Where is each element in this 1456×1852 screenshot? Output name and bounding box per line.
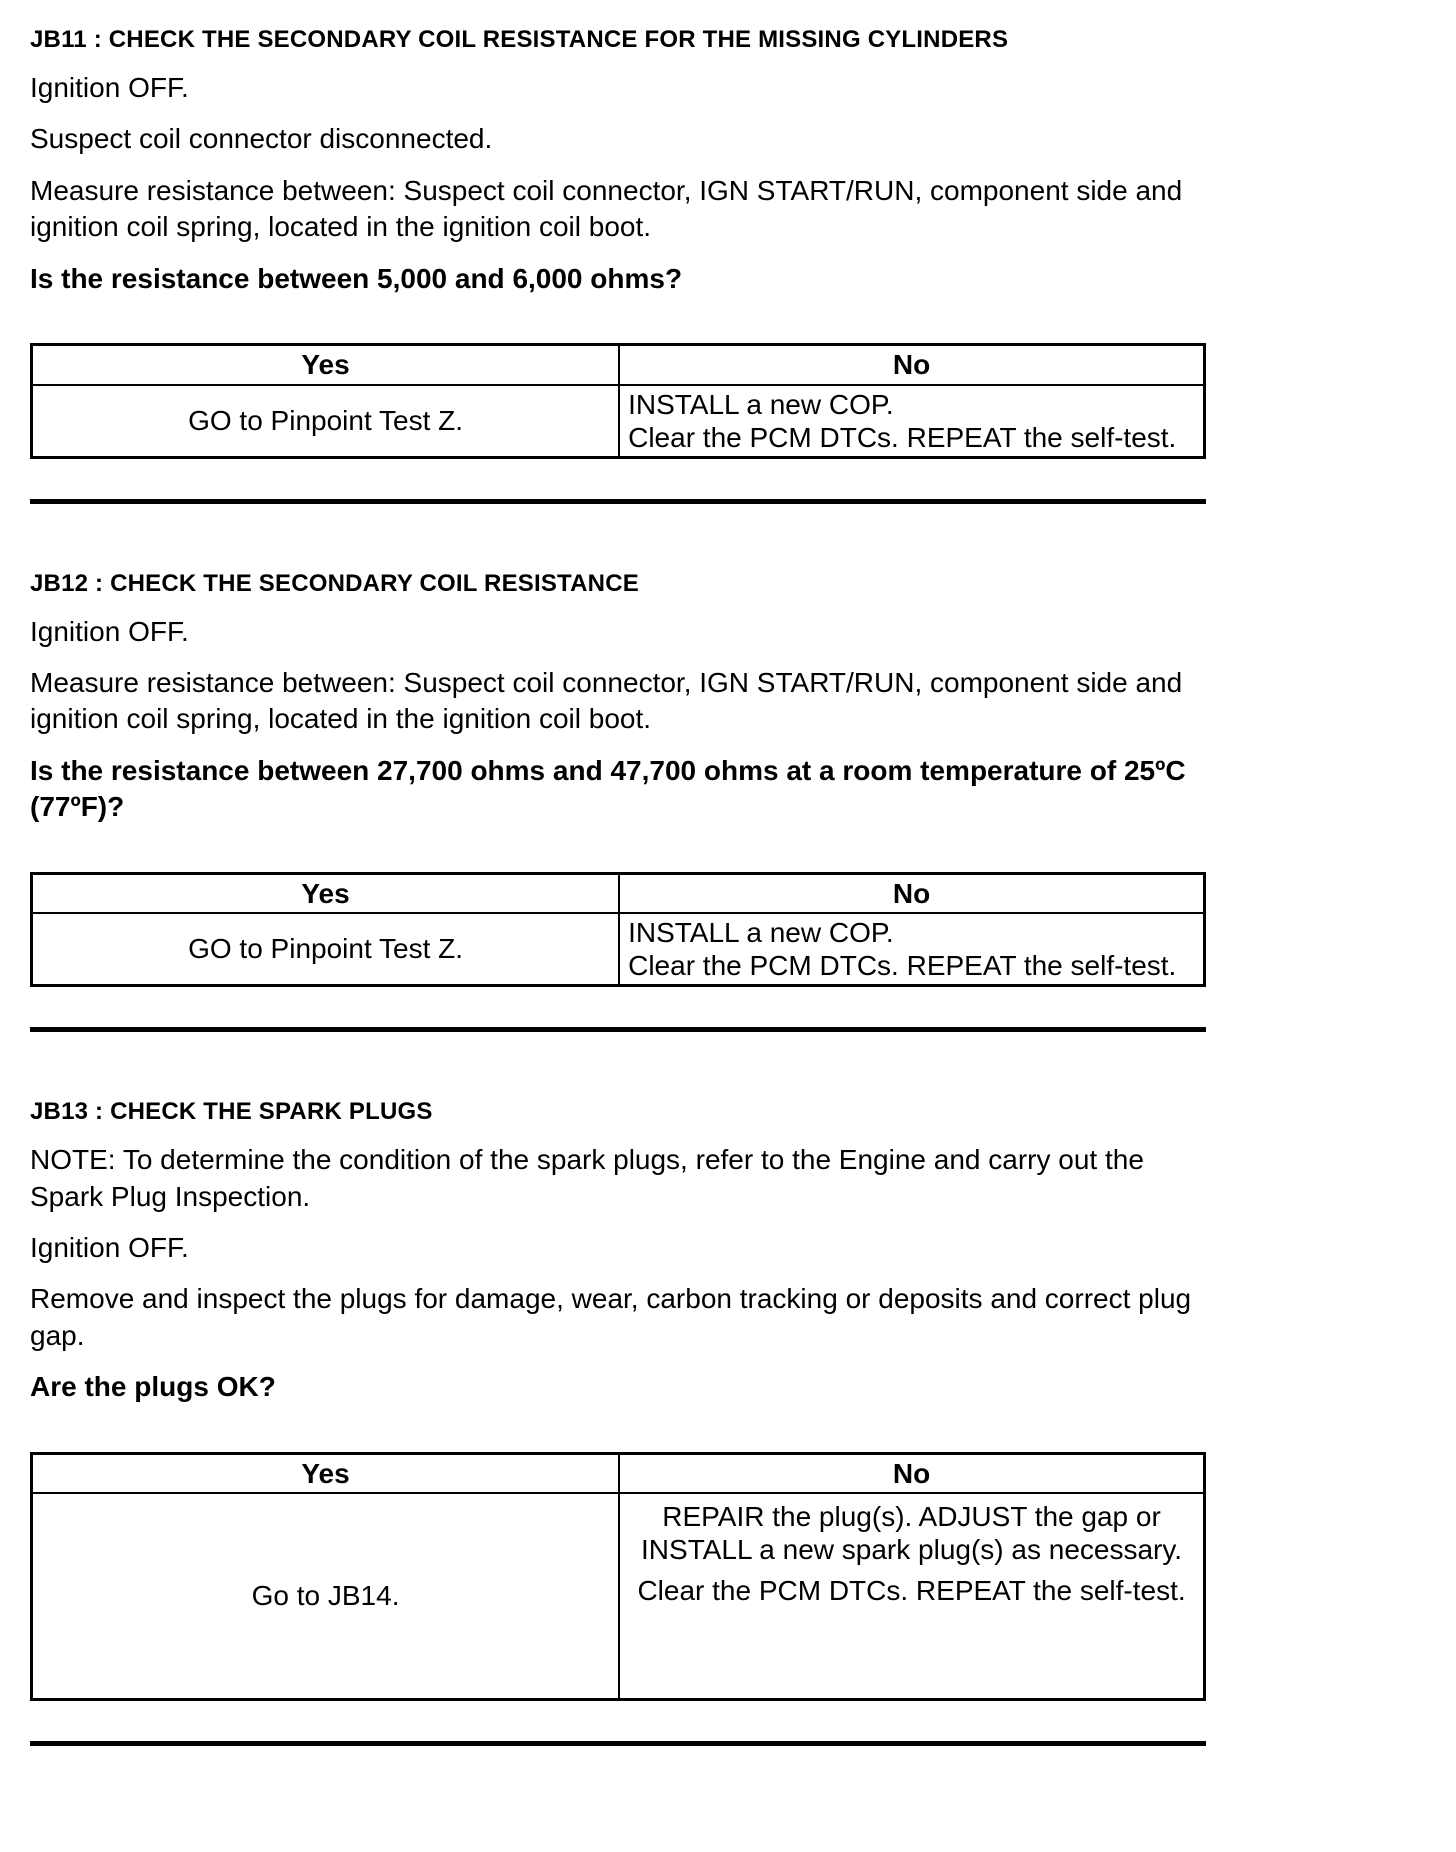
section-heading: JB13 : CHECK THE SPARK PLUGS	[30, 1098, 433, 1126]
document-content	[30, 26, 1206, 1746]
procedure-step: Suspect coil connector disconnected.	[30, 123, 493, 155]
yes-action: GO to Pinpoint Test Z.	[32, 385, 620, 458]
no-column-header: No	[619, 1453, 1204, 1493]
test-question: Is the resistance between 5,000 and 6,000 ohms?	[30, 262, 683, 294]
yes-column-header: Yes	[32, 1453, 620, 1493]
procedure-step: Ignition OFF.	[30, 1232, 189, 1263]
no-column-header: No	[619, 873, 1204, 913]
yes-action: Go to JB14.	[32, 1493, 620, 1700]
no-action-line: INSTALL a new COP.	[628, 388, 894, 420]
no-action-line: INSTALL a new COP.	[628, 917, 894, 949]
section-divider	[30, 1741, 1206, 1746]
section-jb13	[30, 1098, 1206, 1746]
no-action	[619, 385, 1204, 458]
section-divider	[30, 499, 1206, 504]
no-action	[619, 913, 1204, 986]
section-heading: JB11 : CHECK THE SECONDARY COIL RESISTANCE FOR THE MISSING CYLINDERS	[30, 26, 1009, 53]
decision-table	[30, 872, 1206, 988]
section-jb12	[30, 570, 1206, 1033]
table-header-row	[32, 1453, 1205, 1493]
table-row	[32, 913, 1205, 986]
no-column-header: No	[619, 344, 1204, 384]
table-header-row	[32, 344, 1205, 384]
procedure-step: Measure resistance between: Suspect coil connector, IGN START/RUN, component side and ignition coil spring, located in the ignition coil boot.	[30, 667, 1183, 735]
section-jb11	[30, 26, 1206, 504]
no-action-line: REPAIR the plug(s). ADJUST the gap or INSTALL a new spark plug(s) as necessary.	[641, 1501, 1183, 1566]
table-row	[32, 1493, 1205, 1700]
procedure-step: Remove and inspect the plugs for damage, wear, carbon tracking or deposits and correct plug gap.	[30, 1283, 1192, 1351]
no-action	[619, 1493, 1204, 1700]
procedure-step: Ignition OFF.	[30, 615, 189, 647]
table-header-row	[32, 873, 1205, 913]
test-question: Are the plugs OK?	[30, 1371, 276, 1403]
decision-table	[30, 343, 1206, 459]
table-row	[32, 385, 1205, 458]
section-divider	[30, 1027, 1206, 1032]
procedure-note: NOTE: To determine the condition of the spark plugs, refer to the Engine and carry out the Spark Plug Inspection.	[30, 1144, 1144, 1212]
procedure-step: Ignition OFF.	[30, 72, 189, 103]
yes-action: GO to Pinpoint Test Z.	[32, 913, 620, 986]
yes-column-header: Yes	[32, 873, 620, 913]
procedure-step: Measure resistance between: Suspect coil connector, IGN START/RUN, component side and ignition coil spring, located in the ignition coil boot.	[30, 174, 1183, 243]
no-action-line: Clear the PCM DTCs. REPEAT the self-test.	[637, 1575, 1186, 1607]
test-question: Is the resistance between 27,700 ohms and 47,700 ohms at a room temperature of 25ºC (77ºF)?	[30, 754, 1186, 823]
yes-column-header: Yes	[32, 344, 620, 384]
no-action-line: Clear the PCM DTCs. REPEAT the self-test.	[628, 421, 1177, 453]
no-action-line: Clear the PCM DTCs. REPEAT the self-test.	[628, 950, 1177, 982]
section-heading: JB12 : CHECK THE SECONDARY COIL RESISTANCE	[30, 569, 639, 597]
decision-table	[30, 1452, 1206, 1702]
